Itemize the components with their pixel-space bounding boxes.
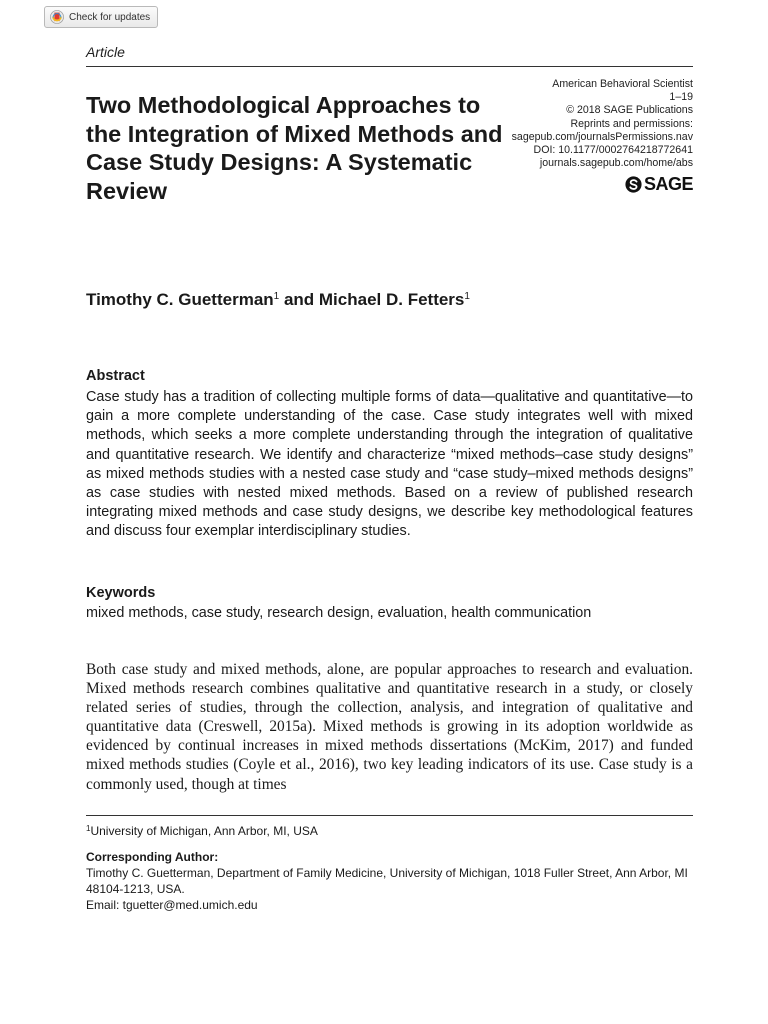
article-type-label: Article bbox=[86, 44, 125, 60]
keywords-heading: Keywords bbox=[86, 585, 156, 601]
keywords-list: mixed methods, case study, research design, evaluation, health communication bbox=[86, 605, 592, 621]
corresponding-author-email[interactable]: Email: tguetter@med.umich.edu bbox=[86, 898, 258, 912]
author-list bbox=[86, 290, 470, 310]
check-for-updates-label: Check for updates bbox=[69, 11, 151, 23]
journal-name: American Behavioral Scientist bbox=[552, 78, 693, 90]
body-paragraph: Both case study and mixed methods, alone, are popular approaches to research and evaluation. Mixed methods research combines qualitative and quantitative research in a study, or closely related series of studies, through the collection, analysis, and integration of qualitative and quantitative data (Creswell, 2015a). Mixed methods is growing in its adoption worldwide as evidenced by continual increases in mixed methods dissertations (McKim, 2017) and funded mixed methods studies (Coyle et al., 2016), two key leading indicators of its use. Case study is a commonly used, though at times bbox=[86, 661, 693, 793]
affiliation-text: University of Michigan, Ann Arbor, MI, USA bbox=[90, 824, 318, 838]
sage-logo-mark-icon bbox=[625, 176, 642, 193]
corresponding-author-address: Timothy C. Guetterman, Department of Family Medicine, University of Michigan, 1018 Fuller Street, Ann Arbor, MI 48104-1213, USA. bbox=[86, 866, 688, 896]
check-for-updates-button[interactable] bbox=[44, 6, 158, 28]
doi-link[interactable]: DOI: 10.1177/0002764218772641 bbox=[533, 144, 693, 157]
reprints-link[interactable]: sagepub.com/journalsPermissions.nav bbox=[511, 130, 693, 143]
footnote-divider bbox=[86, 815, 693, 816]
sage-logo bbox=[625, 175, 693, 193]
copyright-notice: © 2018 SAGE Publications bbox=[566, 104, 693, 117]
abstract-text: Case study has a tradition of collecting multiple forms of data—qualitative and quantitative—to gain a more complete understanding of the case. Case study integrates well with mixed methods, which seeks a more complete understanding through the integration of qualitative and quantitative research. We identify and characterize “mixed methods–case study designs” as mixed methods studies with a nested case study and “case study–mixed methods designs” as case studies with nested mixed methods. Based on a review of published research integrating mixed methods and case study designs, we describe key methodological features and discuss four exemplar interdisciplinary studies. bbox=[86, 389, 693, 540]
publication-info bbox=[433, 78, 693, 170]
abstract-heading: Abstract bbox=[86, 368, 145, 384]
affiliation-marker: 1 bbox=[86, 824, 91, 833]
journal-homepage-link[interactable]: journals.sagepub.com/home/abs bbox=[539, 157, 693, 170]
author-connector: and bbox=[279, 290, 319, 309]
sage-logo-text: SAGE bbox=[643, 174, 693, 194]
crossmark-icon bbox=[50, 10, 64, 24]
author-name[interactable]: Michael D. Fetters bbox=[318, 290, 465, 309]
header-divider bbox=[86, 66, 693, 67]
reprints-label: Reprints and permissions: bbox=[570, 117, 693, 130]
affiliation-marker: 1 bbox=[273, 291, 280, 302]
corresponding-author-details bbox=[86, 865, 693, 913]
affiliation-footnote bbox=[86, 824, 318, 838]
affiliation-marker: 1 bbox=[464, 291, 470, 302]
page-range: 1–19 bbox=[669, 91, 693, 104]
author-name[interactable]: Timothy C. Guetterman bbox=[86, 290, 274, 309]
article-title: Two Methodological Approaches to the Integration of Mixed Methods and Case Study Designs: A Systematic Review bbox=[86, 92, 503, 204]
corresponding-author-heading: Corresponding Author: bbox=[86, 850, 219, 864]
